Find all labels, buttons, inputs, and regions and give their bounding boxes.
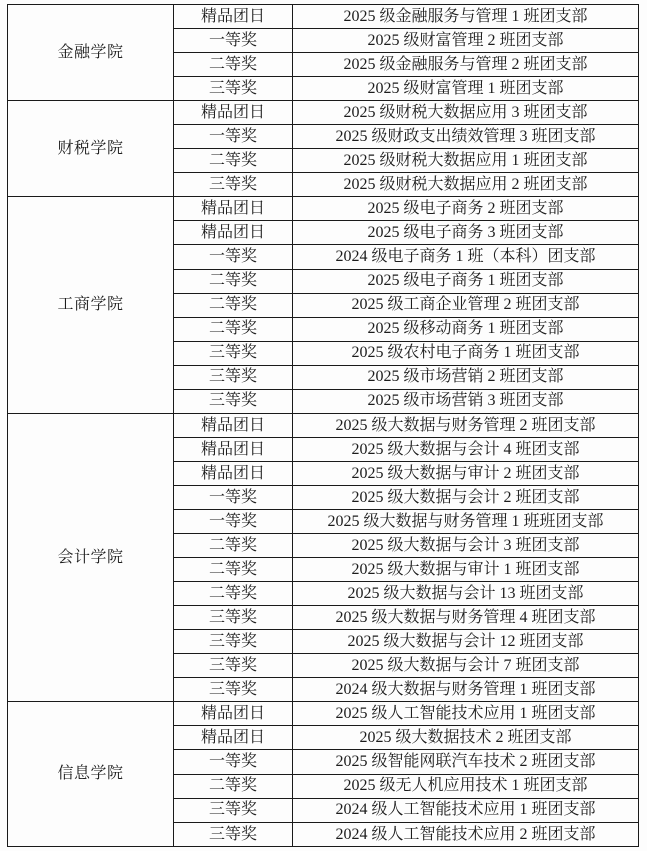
award-cell: 三等奖 bbox=[174, 630, 293, 654]
branch-cell: 2025 级大数据与会计 7 班团支部 bbox=[293, 654, 639, 678]
branch-cell: 2025 级大数据与会计 4 班团支部 bbox=[293, 437, 639, 461]
award-cell: 二等奖 bbox=[174, 774, 293, 798]
branch-cell: 2025 级大数据与财务管理 4 班团支部 bbox=[293, 606, 639, 630]
table-row bbox=[8, 101, 639, 125]
branch-cell: 2024 级人工智能技术应用 2 班团支部 bbox=[293, 822, 639, 846]
college-cell: 财税学院 bbox=[8, 101, 174, 197]
award-cell: 二等奖 bbox=[174, 317, 293, 341]
table-row bbox=[8, 5, 639, 29]
awards-table bbox=[7, 4, 639, 847]
award-cell: 二等奖 bbox=[174, 582, 293, 606]
table-row bbox=[8, 197, 639, 221]
branch-cell: 2025 级智能网联汽车技术 2 班团支部 bbox=[293, 750, 639, 774]
award-cell: 一等奖 bbox=[174, 485, 293, 509]
branch-cell: 2025 级金融服务与管理 2 班团支部 bbox=[293, 53, 639, 77]
college-cell: 信息学院 bbox=[8, 702, 174, 847]
branch-cell: 2025 级财税大数据应用 1 班团支部 bbox=[293, 149, 639, 173]
award-cell: 二等奖 bbox=[174, 269, 293, 293]
award-cell: 精品团日 bbox=[174, 461, 293, 485]
award-cell: 三等奖 bbox=[174, 389, 293, 413]
award-cell: 精品团日 bbox=[174, 221, 293, 245]
award-cell: 精品团日 bbox=[174, 101, 293, 125]
branch-cell: 2024 级大数据与财务管理 1 班团支部 bbox=[293, 678, 639, 702]
branch-cell: 2025 级市场营销 2 班团支部 bbox=[293, 365, 639, 389]
branch-cell: 2025 级大数据与会计 2 班团支部 bbox=[293, 485, 639, 509]
branch-cell: 2024 级人工智能技术应用 1 班团支部 bbox=[293, 798, 639, 822]
award-cell: 三等奖 bbox=[174, 654, 293, 678]
award-cell: 精品团日 bbox=[174, 702, 293, 726]
college-cell: 金融学院 bbox=[8, 5, 174, 101]
branch-cell: 2025 级大数据技术 2 班团支部 bbox=[293, 726, 639, 750]
award-cell: 三等奖 bbox=[174, 365, 293, 389]
branch-cell: 2025 级市场营销 3 班团支部 bbox=[293, 389, 639, 413]
table-row bbox=[8, 413, 639, 437]
award-cell: 精品团日 bbox=[174, 197, 293, 221]
branch-cell: 2025 级无人机应用技术 1 班团支部 bbox=[293, 774, 639, 798]
award-cell: 一等奖 bbox=[174, 245, 293, 269]
award-cell: 一等奖 bbox=[174, 509, 293, 533]
branch-cell: 2025 级财富管理 1 班团支部 bbox=[293, 77, 639, 101]
branch-cell: 2025 级财富管理 2 班团支部 bbox=[293, 29, 639, 53]
award-cell: 二等奖 bbox=[174, 53, 293, 77]
award-cell: 二等奖 bbox=[174, 534, 293, 558]
branch-cell: 2025 级农村电子商务 1 班团支部 bbox=[293, 341, 639, 365]
award-cell: 三等奖 bbox=[174, 822, 293, 846]
branch-cell: 2025 级财税大数据应用 3 班团支部 bbox=[293, 101, 639, 125]
branch-cell: 2025 级财税大数据应用 2 班团支部 bbox=[293, 173, 639, 197]
award-cell: 二等奖 bbox=[174, 293, 293, 317]
award-cell: 一等奖 bbox=[174, 125, 293, 149]
award-cell: 一等奖 bbox=[174, 29, 293, 53]
award-cell: 二等奖 bbox=[174, 558, 293, 582]
branch-cell: 2024 级电子商务 1 班（本科）团支部 bbox=[293, 245, 639, 269]
award-cell: 精品团日 bbox=[174, 726, 293, 750]
branch-cell: 2025 级电子商务 3 班团支部 bbox=[293, 221, 639, 245]
branch-cell: 2025 级大数据与会计 3 班团支部 bbox=[293, 534, 639, 558]
branch-cell: 2025 级财政支出绩效管理 3 班团支部 bbox=[293, 125, 639, 149]
branch-cell: 2025 级大数据与会计 13 班团支部 bbox=[293, 582, 639, 606]
award-cell: 三等奖 bbox=[174, 173, 293, 197]
award-cell: 三等奖 bbox=[174, 606, 293, 630]
table-row bbox=[8, 702, 639, 726]
award-cell: 精品团日 bbox=[174, 5, 293, 29]
award-cell: 一等奖 bbox=[174, 750, 293, 774]
branch-cell: 2025 级电子商务 1 班团支部 bbox=[293, 269, 639, 293]
award-cell: 三等奖 bbox=[174, 678, 293, 702]
award-cell: 三等奖 bbox=[174, 798, 293, 822]
branch-cell: 2025 级大数据与审计 2 班团支部 bbox=[293, 461, 639, 485]
branch-cell: 2025 级大数据与财务管理 2 班团支部 bbox=[293, 413, 639, 437]
college-cell: 工商学院 bbox=[8, 197, 174, 413]
branch-cell: 2025 级金融服务与管理 1 班团支部 bbox=[293, 5, 639, 29]
branch-cell: 2025 级工商企业管理 2 班团支部 bbox=[293, 293, 639, 317]
award-cell: 三等奖 bbox=[174, 77, 293, 101]
branch-cell: 2025 级人工智能技术应用 1 班团支部 bbox=[293, 702, 639, 726]
branch-cell: 2025 级移动商务 1 班团支部 bbox=[293, 317, 639, 341]
college-cell: 会计学院 bbox=[8, 413, 174, 702]
branch-cell: 2025 级大数据与审计 1 班团支部 bbox=[293, 558, 639, 582]
branch-cell: 2025 级大数据与财务管理 1 班班团支部 bbox=[293, 509, 639, 533]
award-cell: 三等奖 bbox=[174, 341, 293, 365]
branch-cell: 2025 级电子商务 2 班团支部 bbox=[293, 197, 639, 221]
award-cell: 精品团日 bbox=[174, 413, 293, 437]
award-cell: 精品团日 bbox=[174, 437, 293, 461]
branch-cell: 2025 级大数据与会计 12 班团支部 bbox=[293, 630, 639, 654]
award-cell: 二等奖 bbox=[174, 149, 293, 173]
